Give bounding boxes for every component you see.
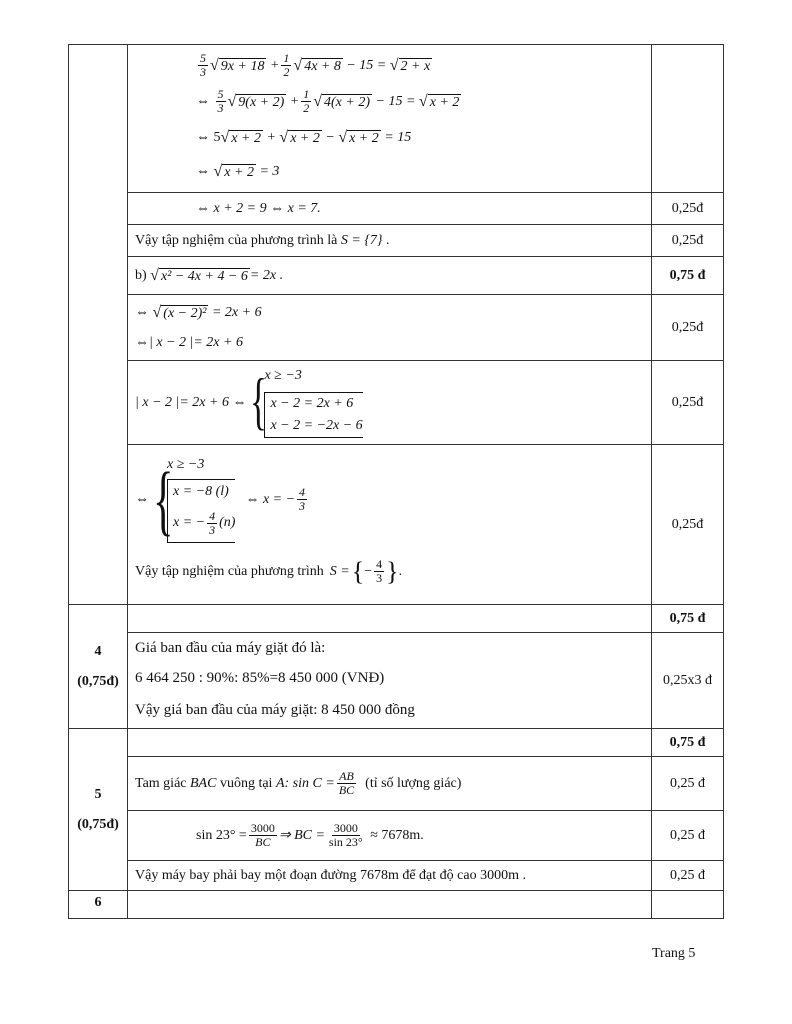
score-cell: 0,25 đ [652,757,724,811]
score-cell: 0,25đ [652,361,724,445]
empty-cell [652,891,724,919]
question-4-cell [69,605,128,729]
score-cell-empty [652,45,724,193]
final-solution: ⇔ { x ≥ −3 x = −8 (l) x = − $\frac{4}{3}$ (n) ⇔ x = − $\frac{4}{3}$ Vậy tập nghiệm của phương trình S = { − $\frac{4}{3}$ } . [128,445,652,605]
score-cell: 0,25đ [652,445,724,605]
question-5-points: (0,75đ) [77,816,119,832]
q5-implies: ⇒ BC = [278,828,325,843]
q4-line-2: 6 464 250 : 90%: 85%=8 450 000 (VNĐ) [135,669,385,686]
conclusion-text: Vậy tập nghiệm của phương trình là [135,232,338,248]
score-cell: 0,25đ [652,225,724,257]
question-5-number: 5 [94,786,102,802]
question-4-solution [128,633,652,729]
question-6-number: 6 [69,891,128,919]
score-cell: 0,25đ [652,193,724,225]
step-5: ⇔ x + 2 = 9 ⇔ x = 7. [128,193,652,225]
part-b-label: b) [135,267,147,283]
part-b-rhs: = 2x . [249,267,284,283]
q5-text-c: vuông tại [219,775,273,791]
q5-vertex: A [275,775,285,791]
question-number-cell [69,45,128,605]
page-number: Trang 5 [652,946,696,961]
score-cell: 0,75 đ [652,729,724,757]
result-prefix: ⇔ x = − [245,491,296,507]
q5-sin: : sin C = [284,775,335,791]
empty-cell [128,891,652,919]
score-cell: 0,75 đ [652,605,724,633]
q5-step-1 [128,757,652,811]
q5-frac-num: AB [339,769,354,783]
root-2-note: (n) [219,515,236,531]
step-2: ⇔ $\frac{5}{3}$ √ 9(x + 2) + $\frac{1}{2}$ √ 4(x + 2) − 15 = √ x + 2 [196,87,460,115]
question-4-number: 4 [94,643,102,659]
case-1: x − 2 = 2x + 6 [270,395,354,411]
q5-note: (tỉ số lượng giác) [365,775,462,791]
q5-conclusion: Vậy máy bay phải bay một đoạn đường 7678m để đạt độ cao 3000m . [128,861,652,891]
q5-sin23: sin 23° = [196,827,247,843]
q5-frac3-den: sin 23° [328,835,363,849]
root-1: x = −8 (l) [173,484,229,500]
step-1: $\frac{5}{3}$ √ 9x + 18 + $\frac{1}{2}$ √ 4x + 8 − 15 = √ 2 + x [200,51,431,79]
case-2: x − 2 = −2x − 6 [270,417,363,433]
cond-final: x ≥ −3 [167,456,205,472]
q5-triangle: BAC [190,775,217,791]
conclusion-tail: . [386,232,390,248]
score-cell: 0,25đ [652,295,724,361]
q5-frac2-num: 3000 [250,821,275,835]
part-b-equation: b) √ x² − 4x + 4 − 6 = 2x . [128,257,652,295]
q4-line-3: Vậy giá ban đầu của máy giặt: 8 450 000 đồng [135,701,415,718]
set-lhs: S = [329,563,350,579]
q5-step-2 [128,811,652,861]
q5-text-a: Tam giác [135,775,187,791]
score-cell: 0,25 đ [652,861,724,891]
conclusion-a [128,225,652,257]
abs-case-split: | x − 2 |= 2x + 6 ⇔ { x ≥ −3 x − 2 = 2x + 6 x − 2 = −2x − 6 [128,361,652,445]
conclusion-b: Vậy tập nghiệm của phương trình [135,563,324,579]
q5-frac2-den: BC [255,835,271,849]
q5-result: ≈ 7678m. [370,827,424,843]
score-cell: 0,75 đ [652,257,724,295]
step-3: ⇔ 5 √ x + 2 + √ x + 2 − √ x + 2 = 15 [196,128,412,146]
question-4-points: (0,75đ) [77,673,119,689]
q5-frac3-num: 3000 [333,821,358,835]
question-5-cell [69,729,128,891]
score-cell: 0,25 đ [652,811,724,861]
result-numerator: 4 [299,485,306,499]
q4-line-1: Giá ban đầu của máy giặt đó là: [135,639,326,656]
equation-steps [128,45,652,193]
result-denominator: 3 [299,499,306,513]
step-b1-rhs: = 2x + 6 [211,304,262,320]
cond-1: x ≥ −3 [264,367,302,383]
q5-frac-den: BC [338,783,355,797]
score-cell: 0,25x3 đ [652,633,724,729]
empty-cell [128,729,652,757]
solution-set: S = {7} [340,232,383,248]
part-b-steps: ⇔ √ (x − 2)² = 2x + 6 ⇔| x − 2 |= 2x + 6 [128,295,652,361]
step-b2: ⇔| x − 2 |= 2x + 6 [135,334,243,350]
step-4: ⇔ √ x + 2 = 3 [196,162,280,180]
abs-lhs: | x − 2 |= 2x + 6 ⇔ [135,394,247,410]
empty-cell [128,605,652,633]
answer-table [68,44,724,919]
